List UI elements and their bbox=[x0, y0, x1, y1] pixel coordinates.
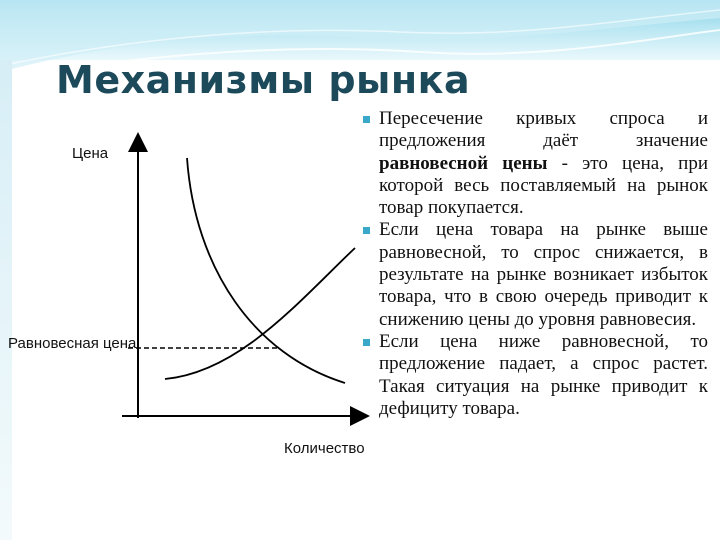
slide-title: Механизмы рынка bbox=[56, 58, 471, 102]
equilibrium-price-label: Равновесная цена bbox=[8, 335, 137, 352]
bullet-marker bbox=[363, 227, 370, 234]
bullet-1-text-start: Пересечение кривых спроса и предложения даёт значение bbox=[379, 108, 708, 152]
bullet-item-3 bbox=[363, 331, 708, 420]
y-axis-label: Цена bbox=[72, 145, 109, 162]
bullet-1-text-end: - это цена, при которой весь поставляемый на рынок товар покупается. bbox=[379, 152, 709, 219]
bullet-1-emphasis: равновесной цены bbox=[379, 152, 548, 174]
bullet-item-2 bbox=[363, 219, 708, 330]
bullet-marker bbox=[363, 339, 370, 346]
bullet-marker bbox=[363, 116, 370, 123]
supply-curve bbox=[165, 248, 355, 379]
supply-demand-diagram bbox=[0, 120, 370, 465]
demand-curve bbox=[187, 158, 345, 383]
x-axis-label: Количество bbox=[284, 440, 365, 457]
bullet-item-1 bbox=[363, 108, 708, 219]
bullet-3-text: Если цена ниже равновесной, то предложение падает, а спрос растет. Такая ситуация на рынке приводит к дефициту товара. bbox=[379, 330, 708, 419]
content-list bbox=[363, 108, 708, 420]
bullet-2-text: Если цена товара на рынке выше равновесной, то спрос снижается, в результате на рынке возникает избыток товара, что в свою очередь приводит к снижению цены до уровня равновесия. bbox=[379, 219, 708, 330]
